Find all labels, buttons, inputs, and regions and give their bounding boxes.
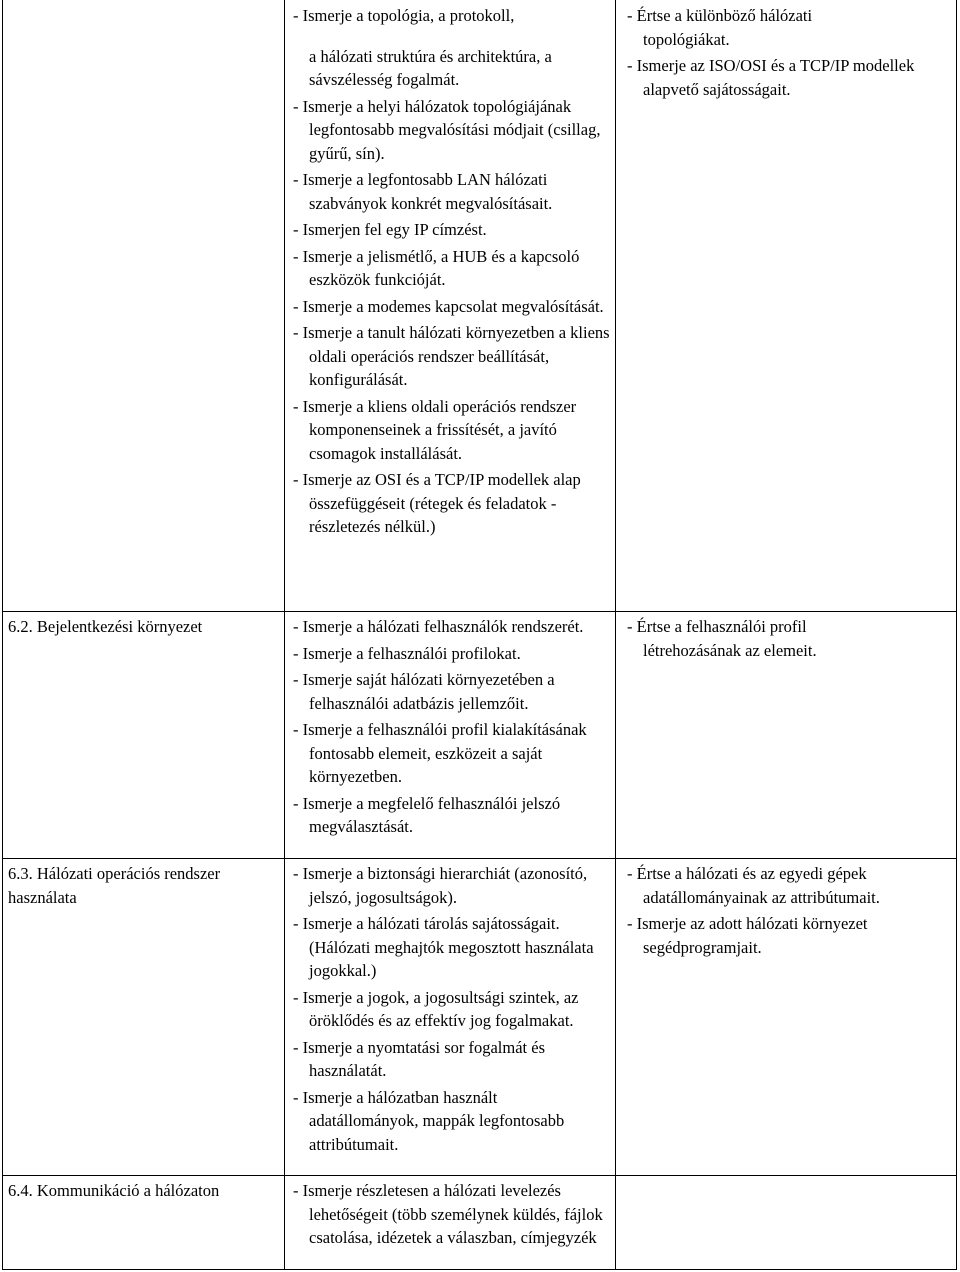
list-item: - Ismerjen fel egy IP címzést.: [293, 220, 487, 239]
row-3-knowledge: [293, 862, 611, 1159]
list-item: - Ismerje a biztonsági hierarchiát (azonosító, jelszó, jogosultságok).: [293, 864, 588, 907]
list-item: - Ismerje a modemes kapcsolat megvalósítását.: [293, 296, 604, 316]
list-item: - Értse a felhasználói profil létrehozásának az elemeit.: [627, 617, 817, 660]
section-title-6-2: 6.2. Bejelentkezési környezet: [8, 617, 203, 636]
row-divider-1: [2, 611, 957, 612]
list-item: - Ismerje a tanult hálózati környezetben a kliens oldali operációs rendszer beállítását, konfigurálását.: [293, 323, 610, 389]
list-item: - Ismerje a nyomtatási sor fogalmát és használatát.: [293, 1037, 546, 1080]
list-item: - Ismerje az adott hálózati környezet segédprogramjait.: [627, 914, 868, 957]
list-item: - Értse a hálózati és az egyedi gépek adatállományainak az attribútumait.: [627, 864, 880, 907]
column-divider-2: [615, 0, 616, 1270]
list-item: - Ismerje a hálózati tárolás sajátosságait. (Hálózati meghajtók megosztott használata jogokkal.): [293, 914, 594, 980]
row-2-knowledge: [293, 615, 611, 842]
list-item: - Ismerje a megfelelő felhasználói jelszó megválasztását.: [293, 793, 561, 836]
table-border-right: [956, 0, 957, 1270]
list-item: - Ismerje a topológia, a protokoll,: [293, 6, 515, 25]
list-item: - Ismerje a hálózati felhasználók rendszerét.: [293, 617, 584, 636]
list-item: - Ismerje a kliens oldali operációs rendszer komponenseinek a frissítését, a javító csomagok installálását.: [293, 396, 577, 463]
list-item: - Ismerje a helyi hálózatok topológiájának legfontosabb megvalósítási módjait (csillag, gyűrű, sín).: [293, 96, 601, 163]
list-item: - Ismerje a jogok, a jogosultsági szintek, az öröklődés és az effektív jog fogalmakat.: [293, 987, 579, 1030]
list-item: - Értse a különböző hálózati topológiákat.: [627, 6, 813, 49]
section-title-6-3: 6.3. Hálózati operációs rendszer használata: [8, 864, 221, 907]
list-item: - Ismerje a jelismétlő, a HUB és a kapcsoló eszközök funkcióját.: [293, 246, 580, 289]
row-divider-2: [2, 858, 957, 859]
row-3-goals: [627, 862, 947, 962]
list-item: - Ismerje a legfontosabb LAN hálózati szabványok konkrét megvalósításait.: [293, 170, 553, 213]
row-4-knowledge: [293, 1179, 611, 1269]
list-item: - Ismerje a felhasználói profil kialakításának fontosabb elemeit, eszközeit a saját környezetben.: [293, 720, 587, 786]
list-item: - Ismerje részletesen a hálózati levelezés lehetőségeit (több személynek küldés, fájlok csatolása, idézetek a válaszban, címjegyzék: [293, 1181, 603, 1247]
row-2-goals: [627, 615, 947, 665]
list-item: - Ismerje a felhasználói profilokat.: [293, 643, 521, 663]
list-item: - Ismerje a hálózatban használt adatállományok, mappák legfontosabb attribútumait.: [293, 1087, 565, 1154]
list-item: - Ismerje az OSI és a TCP/IP modellek alap összefüggéseit (rétegek és feladatok - részletezés nélkül.): [293, 470, 581, 536]
table-border-bottom: [2, 1269, 957, 1270]
column-divider-1: [284, 0, 285, 1270]
table-border-left: [2, 0, 3, 1270]
list-item: - Ismerje saját hálózati környezetében a felhasználói adatbázis jellemzőit.: [293, 670, 555, 713]
section-title-6-4: 6.4. Kommunikáció a hálózaton: [8, 1181, 220, 1200]
list-item: - Ismerje az ISO/OSI és a TCP/IP modellek alapvető sajátosságait.: [627, 56, 915, 99]
row-1-goals: [627, 4, 947, 104]
row-divider-3: [2, 1175, 957, 1176]
list-item: a hálózati struktúra és architektúra, a sávszélesség fogalmát.: [309, 46, 552, 89]
row-1-knowledge: [293, 4, 611, 542]
